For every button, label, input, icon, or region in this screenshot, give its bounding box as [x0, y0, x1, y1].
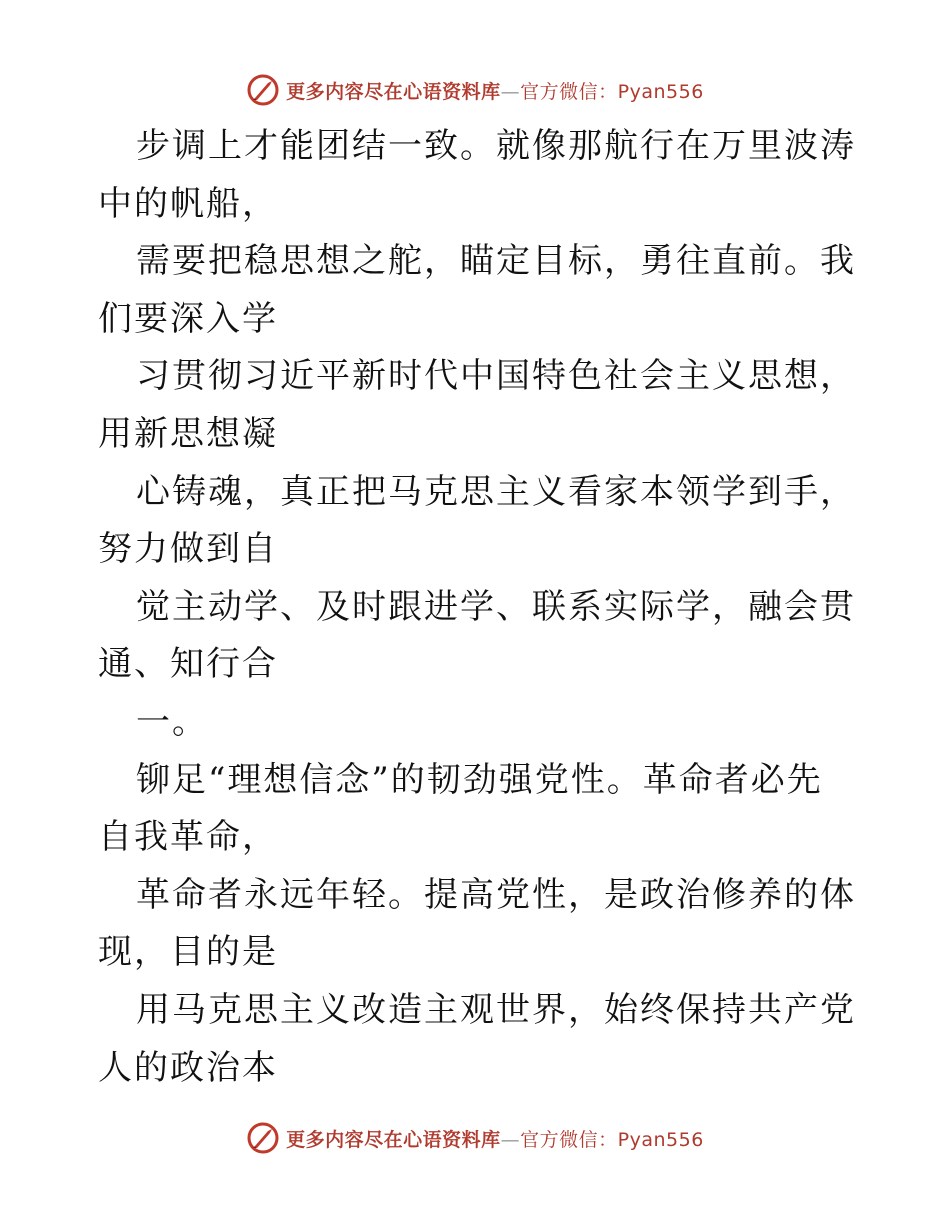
paragraph: 心铸魂，真正把马克思主义看家本领学到手，努力做到自 [98, 471, 856, 570]
paragraph: 用马克思主义改造主观世界，始终保持共产党人的政治本 [98, 989, 856, 1088]
paragraph: 觉主动学、及时跟进学、联系实际学，融会贯通、知行合 [98, 586, 856, 685]
banner-text [286, 1125, 704, 1152]
paragraph: 步调上才能团结一致。就像那航行在万里波涛中的帆船， [98, 126, 856, 224]
paragraph: 一。 [136, 701, 208, 742]
banner-contact: 官方微信：Pyan556 [520, 1128, 704, 1151]
paragraph: 铆足“理想信念”的韧劲强党性。革命者必先自我革命， [98, 759, 823, 858]
banner-text [286, 77, 704, 104]
footer-banner [0, 1118, 950, 1158]
paragraph: 革命者永远年轻。提高党性，是政治修养的体现，目的是 [98, 874, 856, 973]
quill-pen-logo-icon [246, 73, 280, 107]
header-banner [0, 70, 950, 110]
banner-site-label: 更多内容尽在心语资料库 [286, 80, 501, 103]
banner-contact: 官方微信：Pyan556 [520, 80, 704, 103]
paragraph: 需要把稳思想之舵，瞄定目标，勇往直前。我们要深入学 [98, 241, 856, 339]
banner-dash: — [500, 1128, 521, 1151]
paragraph: 习贯彻习近平新时代中国特色社会主义思想，用新思想凝 [98, 356, 856, 454]
banner-site-label: 更多内容尽在心语资料库 [286, 1128, 501, 1151]
banner-dash: — [500, 80, 521, 103]
body-text [98, 118, 858, 1097]
quill-pen-logo-icon [246, 1121, 280, 1155]
